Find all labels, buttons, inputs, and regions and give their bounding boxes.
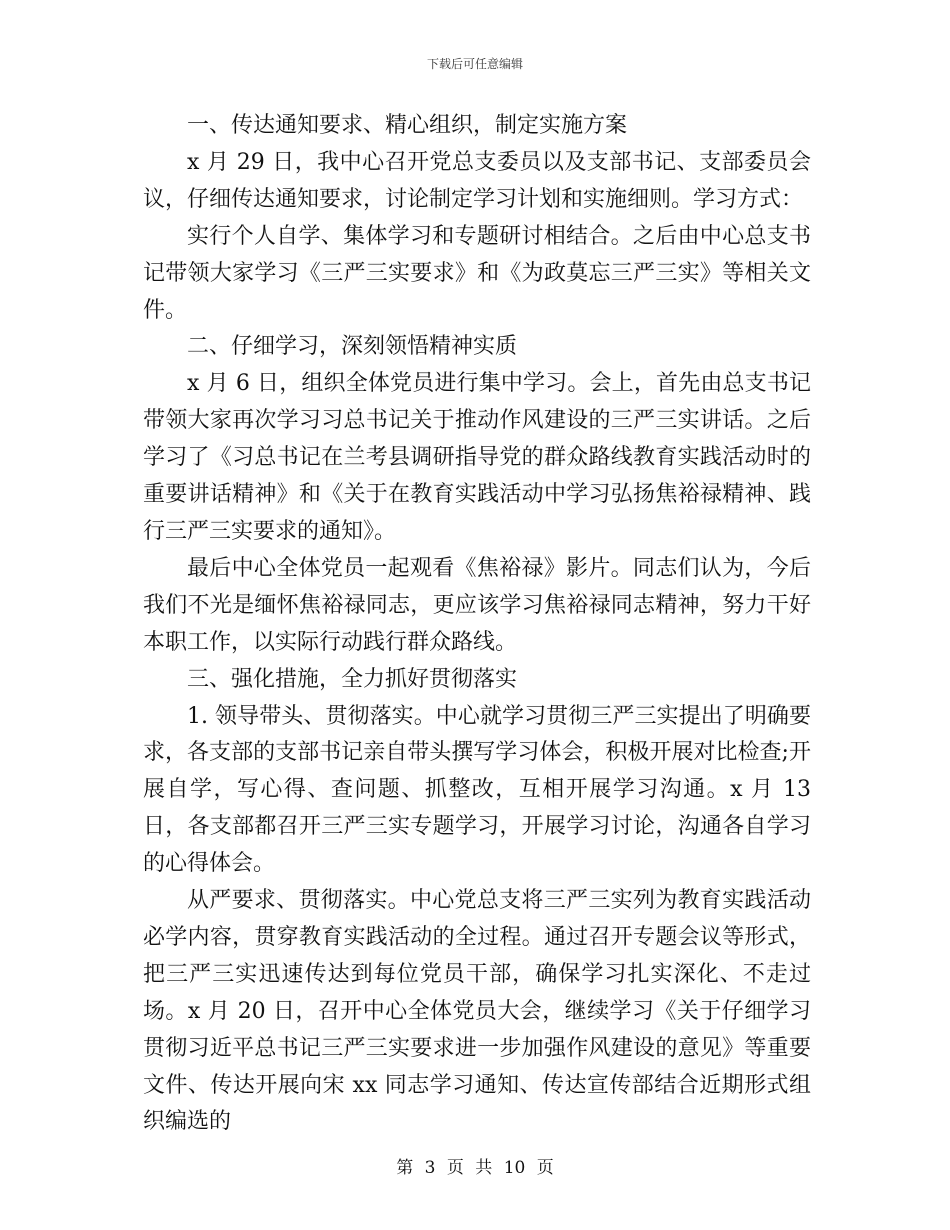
- page-number-footer: 第 3 页 共 10 页: [396, 1158, 554, 1178]
- section-heading-2: 二、仔细学习，深刻领悟精神实质: [187, 334, 518, 360]
- paragraph: x 月 29 日，我中心召开党总支委员以及支部书记、支部委员会议，仔细传达通知要求，讨论制定学习计划和实施细则。学习方式：: [143, 149, 811, 212]
- paragraph: 实行个人自学、集体学习和专题研讨相结合。之后由中心总支书记带领大家学习《三严三实要求》和《为政莫忘三严三实》等相关文件。: [143, 223, 811, 323]
- section-heading-3: 三、强化措施，全力抓好贯彻落实: [187, 666, 518, 692]
- page-header-note: 下载后可任意编辑: [426, 57, 523, 71]
- document-body: [143, 108, 811, 1141]
- section-heading-1: 一、传达通知要求、精心组织，制定实施方案: [187, 113, 628, 138]
- paragraph: 从严要求、贯彻落实。中心党总支将三严三实列为教育实践活动必学内容，贯穿教育实践活动的全过程。通过召开专题会议等形式，把三严三实迅速传达到每位党员干部，确保学习扎实深化、不走过场。x 月 20 日，召开中心全体党员大会，继续学习《关于仔细学习贯彻习近平总书记三严三实要求进一步加强作风建设的意见》等重要文件、传达开展向宋 xx 同志学习通知、传达宣传部结合近期形式组织编选的: [143, 888, 811, 1135]
- paragraph: 1. 领导带头、贯彻落实。中心就学习贯彻三严三实提出了明确要求，各支部的支部书记亲自带头撰写学习体会，积极开展对比检查;开展自学，写心得、查问题、抓整改，互相开展学习沟通。x 月 13 日，各支部都召开三严三实专题学习，开展学习讨论，沟通各自学习的心得体会。: [143, 703, 811, 877]
- paragraph: 最后中心全体党员一起观看《焦裕禄》影片。同志们认为，今后我们不光是缅怀焦裕禄同志，更应该学习焦裕禄同志精神，努力干好本职工作，以实际行动践行群众路线。: [143, 555, 811, 655]
- paragraph: x 月 6 日，组织全体党员进行集中学习。会上，首先由总支书记带领大家再次学习习总书记关于推动作风建设的三严三实讲话。之后学习了《习总书记在兰考县调研指导党的群众路线教育实践活动时的重要讲话精神》和《关于在教育实践活动中学习弘扬焦裕禄精神、践行三严三实要求的通知》。: [143, 371, 811, 544]
